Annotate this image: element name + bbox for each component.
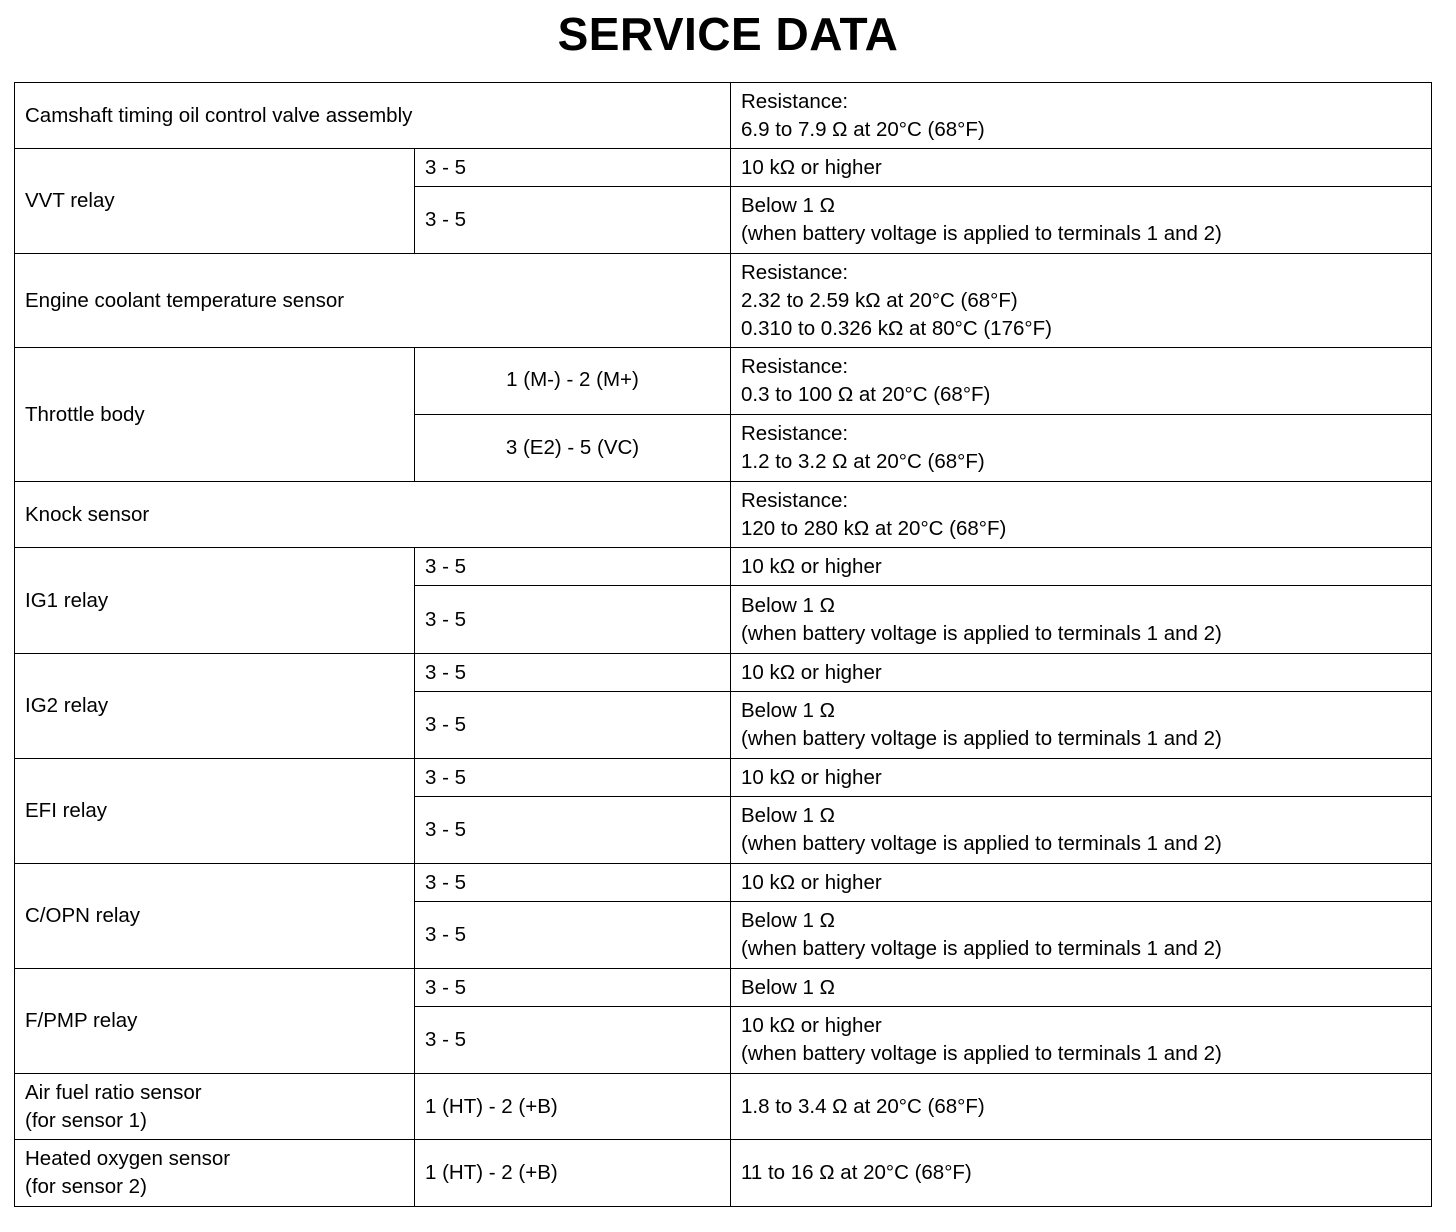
- spec-line: Below 1 Ω: [741, 194, 835, 217]
- spec-cell: Below 1 Ω: [731, 969, 1432, 1007]
- table-row: [15, 864, 1432, 902]
- spec-cell: [731, 1007, 1432, 1074]
- spec-cell: [731, 348, 1432, 415]
- terminal-cell: 1 (M-) - 2 (M+): [415, 348, 731, 415]
- spec-line: Below 1 Ω: [741, 909, 835, 932]
- spec-cell: 11 to 16 Ω at 20°C (68°F): [731, 1140, 1432, 1207]
- component-cell: EFI relay: [15, 759, 415, 864]
- spec-cell: [731, 902, 1432, 969]
- terminal-cell: 1 (HT) - 2 (+B): [415, 1140, 731, 1207]
- table-row: [15, 1140, 1432, 1207]
- spec-line: (when battery voltage is applied to terminals 1 and 2): [741, 727, 1222, 750]
- spec-cell: [731, 586, 1432, 654]
- spec-line: (when battery voltage is applied to terminals 1 and 2): [741, 1042, 1222, 1065]
- spec-line: (when battery voltage is applied to terminals 1 and 2): [741, 937, 1222, 960]
- terminal-cell: 3 - 5: [415, 692, 731, 759]
- component-cell: IG2 relay: [15, 654, 415, 759]
- component-cell: [15, 1074, 415, 1140]
- table-row: [15, 348, 1432, 415]
- spec-line: 6.9 to 7.9 Ω at 20°C (68°F): [741, 117, 985, 141]
- spec-line: Resistance:: [741, 260, 849, 284]
- component-line: Heated oxygen sensor: [25, 1147, 231, 1170]
- spec-cell: 1.8 to 3.4 Ω at 20°C (68°F): [731, 1074, 1432, 1140]
- table-row: [15, 149, 1432, 187]
- table-row: [15, 83, 1432, 149]
- table-row: [15, 1074, 1432, 1140]
- terminal-cell: 3 - 5: [415, 187, 731, 254]
- component-cell: Throttle body: [15, 348, 415, 482]
- table-row: [15, 654, 1432, 692]
- spec-line: (when battery voltage is applied to terminals 1 and 2): [741, 621, 1222, 645]
- spec-line: Resistance:: [741, 89, 849, 113]
- terminal-cell: 3 - 5: [415, 149, 731, 187]
- spec-line: Below 1 Ω: [741, 804, 835, 827]
- terminal-cell: 3 - 5: [415, 654, 731, 692]
- terminal-cell: 3 - 5: [415, 759, 731, 797]
- spec-cell: 10 kΩ or higher: [731, 864, 1432, 902]
- terminal-cell: 3 - 5: [415, 902, 731, 969]
- spec-line: 120 to 280 kΩ at 20°C (68°F): [741, 516, 1007, 540]
- spec-line: Resistance:: [741, 355, 849, 378]
- table-row: [15, 482, 1432, 548]
- component-line: (for sensor 2): [25, 1175, 147, 1198]
- component-cell: VVT relay: [15, 149, 415, 254]
- spec-cell: 10 kΩ or higher: [731, 548, 1432, 586]
- terminal-cell: 3 - 5: [415, 969, 731, 1007]
- terminal-cell: 3 - 5: [415, 586, 731, 654]
- spec-cell: [731, 692, 1432, 759]
- table-row: [15, 548, 1432, 586]
- component-cell: Camshaft timing oil control valve assembly: [15, 83, 731, 149]
- spec-line: 0.310 to 0.326 kΩ at 80°C (176°F): [741, 316, 1052, 340]
- component-cell: C/OPN relay: [15, 864, 415, 969]
- component-line: (for sensor 1): [25, 1108, 147, 1132]
- table-row: [15, 254, 1432, 348]
- component-cell: F/PMP relay: [15, 969, 415, 1074]
- terminal-cell: 3 - 5: [415, 864, 731, 902]
- spec-line: Resistance:: [741, 488, 849, 512]
- terminal-cell: 3 - 5: [415, 797, 731, 864]
- spec-line: 2.32 to 2.59 kΩ at 20°C (68°F): [741, 288, 1018, 312]
- spec-line: Resistance:: [741, 422, 849, 445]
- component-cell: Knock sensor: [15, 482, 731, 548]
- spec-cell: 10 kΩ or higher: [731, 759, 1432, 797]
- spec-line: 1.2 to 3.2 Ω at 20°C (68°F): [741, 450, 985, 473]
- spec-line: Below 1 Ω: [741, 593, 835, 617]
- spec-line: (when battery voltage is applied to terminals 1 and 2): [741, 832, 1222, 855]
- table-row: [15, 759, 1432, 797]
- terminal-cell: 3 - 5: [415, 1007, 731, 1074]
- spec-line: Below 1 Ω: [741, 699, 835, 722]
- spec-cell: 10 kΩ or higher: [731, 149, 1432, 187]
- spec-line: (when battery voltage is applied to terminals 1 and 2): [741, 222, 1222, 245]
- spec-line: 10 kΩ or higher: [741, 1014, 882, 1037]
- spec-cell: [731, 187, 1432, 254]
- spec-cell: [731, 415, 1432, 482]
- spec-line: 0.3 to 100 Ω at 20°C (68°F): [741, 383, 991, 406]
- spec-cell: [731, 797, 1432, 864]
- service-data-table: [14, 82, 1432, 1207]
- component-cell: IG1 relay: [15, 548, 415, 654]
- spec-cell: [731, 254, 1432, 348]
- component-line: Air fuel ratio sensor: [25, 1080, 202, 1104]
- spec-cell: 10 kΩ or higher: [731, 654, 1432, 692]
- spec-cell: [731, 482, 1432, 548]
- terminal-cell: 3 - 5: [415, 548, 731, 586]
- terminal-cell: 1 (HT) - 2 (+B): [415, 1074, 731, 1140]
- terminal-cell: 3 (E2) - 5 (VC): [415, 415, 731, 482]
- spec-cell: [731, 83, 1432, 149]
- component-cell: Engine coolant temperature sensor: [15, 254, 731, 348]
- component-cell: [15, 1140, 415, 1207]
- page-title: SERVICE DATA: [557, 8, 899, 60]
- table-row: [15, 969, 1432, 1007]
